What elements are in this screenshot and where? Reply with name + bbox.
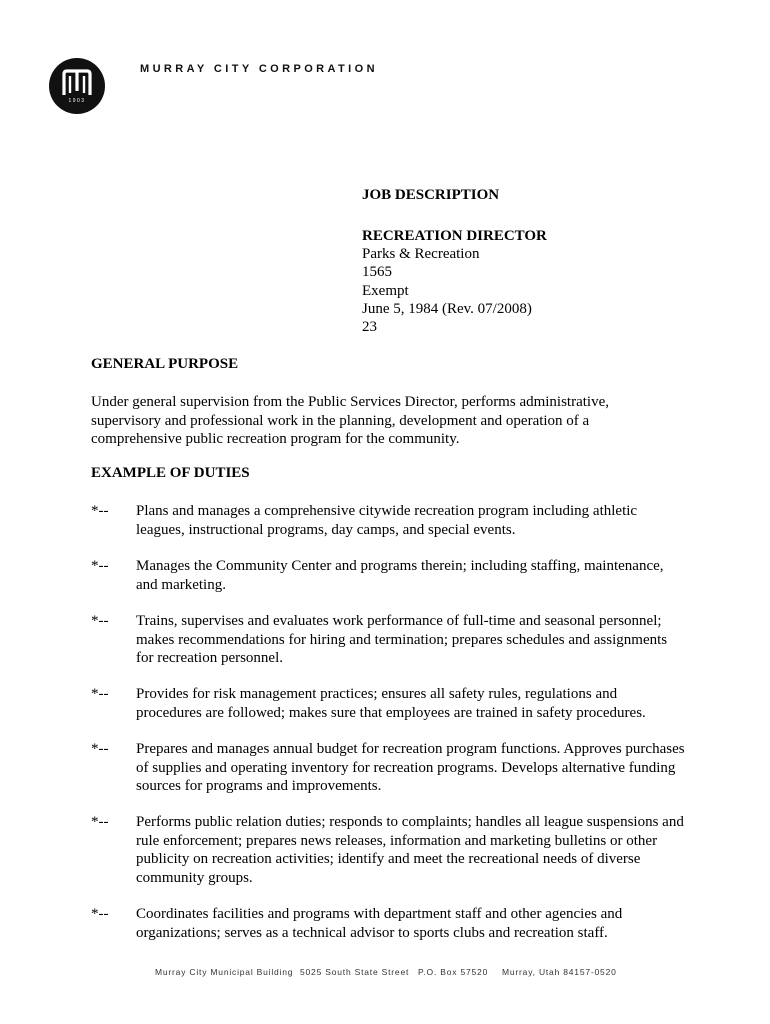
meta-value: Exempt	[362, 283, 409, 299]
meta-value: 1565	[362, 264, 392, 280]
meta-value: RECREATION DIRECTOR	[362, 228, 547, 244]
footer-po-box: P.O. Box 57520	[418, 967, 489, 977]
example-of-duties-heading: EXAMPLE OF DUTIES	[91, 465, 250, 481]
logo-m-mark	[49, 58, 105, 114]
general-purpose-text: Under general supervision from the Public Services Director, performs administrative, supervisory and professional work in the planning, development and operation of a comprehensive public recreation program for the community.	[91, 394, 609, 447]
duty-text: Prepares and manages annual budget for recreation program functions. Approves purchases of supplies and operating inventory for recreation programs. Develops alternative funding sources for programs and improvements.	[136, 741, 685, 794]
document-heading: JOB DESCRIPTION	[362, 187, 500, 203]
duty-marker: *--	[91, 686, 109, 702]
meta-value: Parks & Recreation	[362, 246, 480, 262]
footer-city: Murray, Utah 84157-0520	[502, 967, 617, 977]
duty-text: Manages the Community Center and programs therein; including staffing, maintenance, and marketing.	[136, 558, 664, 593]
footer-street: 5025 South State Street	[300, 967, 410, 977]
organization-name: MURRAY CITY CORPORATION	[140, 63, 378, 75]
duty-text: Provides for risk management practices; ensures all safety rules, regulations and procedures are followed; makes sure that employees are trained in safety procedures.	[136, 686, 646, 721]
duty-text: Performs public relation duties; responds to complaints; handles all league suspensions and rule enforcement; prepares news releases, information and marketing bulletins or other publicity on recreation activities; identify and meet the recreational needs of diverse community groups.	[136, 814, 684, 886]
logo-year: 1903	[68, 98, 86, 104]
duty-text: Trains, supervises and evaluates work performance of full-time and seasonal personnel; makes recommendations for hiring and termination; prepares schedules and assignments for recreation personnel.	[136, 613, 668, 666]
duty-text: Coordinates facilities and programs with department staff and other agencies and organizations; serves as a technical advisor to sports clubs and recreation staff.	[136, 906, 623, 941]
murray-city-logo	[49, 58, 105, 114]
general-purpose-heading: GENERAL PURPOSE	[91, 356, 239, 372]
duty-marker: *--	[91, 503, 109, 519]
duty-text: Plans and manages a comprehensive citywide recreation program including athletic leagues, instructional programs, day camps, and special events.	[136, 503, 638, 538]
meta-value: 23	[362, 319, 377, 335]
duty-marker: *--	[91, 558, 109, 574]
duty-marker: *--	[91, 613, 109, 629]
duty-marker: *--	[91, 906, 109, 922]
footer-building: Murray City Municipal Building	[155, 967, 294, 977]
meta-value: June 5, 1984 (Rev. 07/2008)	[362, 301, 532, 317]
duty-marker: *--	[91, 814, 109, 830]
duty-marker: *--	[91, 741, 109, 757]
